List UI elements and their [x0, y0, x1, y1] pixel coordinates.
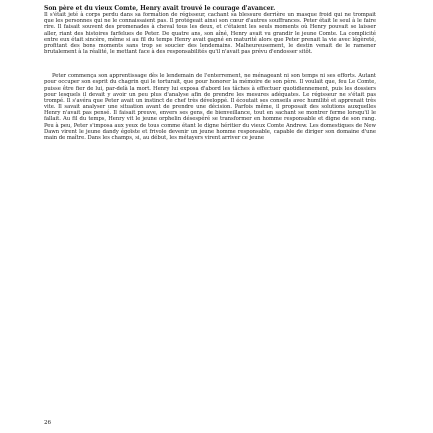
section-gap [44, 55, 376, 73]
paragraph-body: Il s'était jeté à corps perdu dans sa formation de régisseur, cachant sa blessure derrière un masque froid qui ne trompait que les personnes qui ne le connaissaient pas. Il protégeait ainsi son cœur d'autres souffrances. Peter était le seul à le faire rire. Il faisait souvent des promenades à cheval tous les deux, et c'étaient les seuls moments où Henry pouvait se laisser aller, riant des histoires farfelues de Peter. De quatre ans, son aîné, Henry avait vu grandir le jeune Comte. La complicité entre eux était sincère, même si au fil du temps Henry avait gagné en maturité alors que Peter prenait la vie avec légèreté, profitant des bons moments sans trop se soucier des lendemains. Malheureusement, le destin venait de le ramener brutalement à la réalité, le mettant face à des responsabilités qu'il n'avait pas prévu d'endosser sitôt. [44, 12, 376, 56]
paragraph-lead: Son père et du vieux Comte, Henry avait trouvé le courage d'avancer. [44, 5, 276, 12]
page-number: 26 [44, 420, 51, 426]
book-page [44, 6, 376, 426]
paragraph [44, 6, 376, 55]
paragraph: Peter commença son apprentissage dès le lendemain de l'enterrement, ne ménageant ni son temps ni ses efforts. Autant pour occuper son esprit du chagrin qui le torturait, que pour honorer la mémoire de son père. Il voulait que, feu Le Comte, puisse être fier de lui, par-delà la mort. Henry lui exposa d'abord les tâches à effectuer quotidiennement, puis les dossiers pour lesquels il devait y avoir un peu plus d'analyse afin de prendre les mesures adéquates. Le régisseur ne s'était pas trompé. Il s'avéra que Peter avait un instinct de chef très développé. Il écoutait ses conseils avec humilité et apprenait très vite. Il savait analyser une situation avant de prendre une décision. Parfois même, il proposait des solutions auxquelles Henry n'avait pas pensé. Il faisait preuve, envers ses gens, de bienveillance, tout en sachant se montrer ferme lorsqu'il le fallait. Au fil du temps, Henry vit le jeune orphelin désespéré se transformer en homme responsable et digne de son rang. Peu à peu, Peter s'imposa aux yeux de tous comme étant le digne héritier du vieux Comte Andrew. Les domestiques de New Dawn virent le jeune dandy égoïste et frivole devenir un jeune homme responsable, capable de diriger son domaine d'une main de maître. Dans les champs, si, au début, les métayers virent arriver ce jeune [44, 73, 376, 141]
